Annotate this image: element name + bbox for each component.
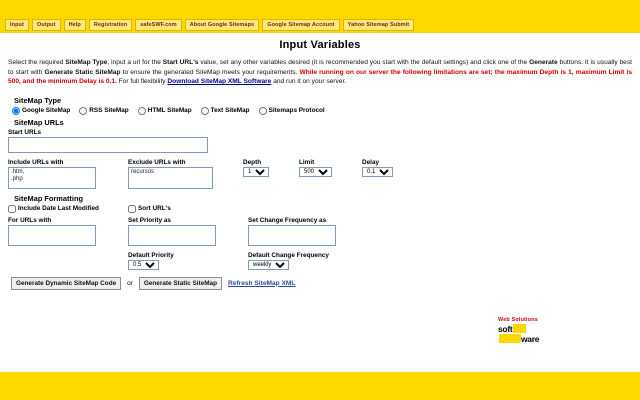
start-urls-label: Start URLs xyxy=(8,128,42,136)
intro-text-1: Select the required xyxy=(8,59,66,66)
intro-text-6: For full flexibility xyxy=(116,78,168,86)
limit-field xyxy=(299,159,332,177)
nav-item-registration[interactable]: Registration xyxy=(89,19,132,31)
checkbox-sort-urls-input[interactable] xyxy=(128,205,136,213)
intro-bold-start-urls: Start URL's xyxy=(162,59,199,66)
nav-item-safeswf[interactable]: safeSWF.com xyxy=(135,19,182,31)
logo-line-soft xyxy=(498,324,560,333)
exclude-urls-input[interactable] xyxy=(128,167,213,189)
intro-warning-text: While running on our server the following limitations are set; the maximum Depth is 1, maximum Limit is 500, and the minimum Delay is 0.1. xyxy=(8,68,633,86)
page-title: Input Variables xyxy=(279,39,361,51)
radio-text-sitemap[interactable] xyxy=(201,107,250,115)
radio-text-sitemap-label: Text SiteMap xyxy=(210,107,250,115)
radio-rss-sitemap-input[interactable] xyxy=(79,107,87,115)
generate-static-sitemap-button[interactable]: Generate Static SiteMap xyxy=(139,277,222,290)
radio-rss-sitemap-label: RSS SiteMap xyxy=(89,107,129,115)
main-content xyxy=(0,33,640,292)
set-priority-input[interactable] xyxy=(128,225,216,246)
limit-label: Limit xyxy=(299,158,315,166)
sitemap-urls-legend: SiteMap URLs xyxy=(14,117,64,127)
nav-item-input[interactable]: Input xyxy=(5,19,29,31)
radio-google-sitemap[interactable] xyxy=(12,107,70,115)
sitemap-urls-section xyxy=(8,118,632,191)
bottom-yellow-bar xyxy=(0,372,640,400)
logo-text-soft: soft xyxy=(498,323,513,334)
urls-filters-row xyxy=(8,159,632,191)
nav-item-output[interactable]: Output xyxy=(32,19,61,31)
or-separator: or xyxy=(127,279,133,287)
radio-html-sitemap-input[interactable] xyxy=(138,107,146,115)
nav-item-google-sitemap-account[interactable]: Google Sitemap Account xyxy=(262,19,339,31)
nav-item-yahoo-sitemap-submit[interactable]: Yahoo Sitemap Submit xyxy=(343,19,415,31)
intro-text-7: and run it on your server. xyxy=(271,78,347,86)
delay-label: Delay xyxy=(362,158,380,166)
top-navigation xyxy=(5,19,414,31)
for-urls-with-field xyxy=(8,217,128,248)
intro-bold-generate-static: Generate Static SiteMap xyxy=(44,68,121,76)
logo-yellow-block-1 xyxy=(513,324,526,333)
action-button-row xyxy=(11,277,632,290)
sitemap-type-legend: SiteMap Type xyxy=(14,95,62,105)
set-priority-label: Set Priority as xyxy=(128,216,171,224)
delay-select[interactable] xyxy=(362,167,393,177)
default-change-frequency-label: Default Change Frequency xyxy=(248,251,329,259)
delay-field xyxy=(362,159,393,177)
checkbox-include-date-label: Include Date Last Modified xyxy=(18,205,99,213)
web-solutions-software-logo xyxy=(498,318,560,343)
start-urls-input[interactable] xyxy=(8,137,208,153)
nav-item-about-google-sitemaps[interactable]: About Google Sitemaps xyxy=(185,19,259,31)
sitemap-type-section xyxy=(8,96,632,115)
include-urls-label: Include URLs with xyxy=(8,158,64,166)
formatting-checkbox-row xyxy=(8,205,632,213)
include-urls-input[interactable] xyxy=(8,167,96,189)
checkbox-include-date-input[interactable] xyxy=(8,205,16,213)
checkbox-sort-urls-label: Sort URL's xyxy=(138,205,171,213)
intro-text-2: , input a url for the xyxy=(107,59,163,66)
default-change-frequency-select[interactable] xyxy=(248,260,289,270)
intro-bold-generate: Generate xyxy=(529,59,558,66)
set-change-frequency-input[interactable] xyxy=(248,225,336,246)
refresh-sitemap-xml-link[interactable]: Refresh SiteMap XML xyxy=(228,279,296,287)
radio-html-sitemap-label: HTML SiteMap xyxy=(147,107,192,115)
exclude-urls-label: Exclude URLs with xyxy=(128,158,186,166)
depth-field xyxy=(243,159,269,177)
radio-text-sitemap-input[interactable] xyxy=(201,107,209,115)
intro-paragraph xyxy=(8,58,632,87)
radio-sitemaps-protocol-label: Sitemaps Protocol xyxy=(268,107,325,115)
radio-sitemaps-protocol[interactable] xyxy=(259,107,325,115)
intro-text-5: to ensure the generated SiteMap meets your requirements. xyxy=(120,68,300,76)
nav-item-help[interactable]: Help xyxy=(64,19,86,31)
limit-select[interactable] xyxy=(299,167,332,177)
intro-text-4: buttons. It is usually best to start with xyxy=(8,59,632,76)
intro-text-3: value, set any other variables desired (it is recommended you start with the default settings) and click one of the xyxy=(198,59,530,66)
checkbox-sort-urls[interactable] xyxy=(128,205,171,213)
logo-line-ware xyxy=(498,334,560,343)
logo-line-web-solutions: Web Solutions xyxy=(498,317,538,323)
set-change-frequency-label: Set Change Frequency as xyxy=(248,216,327,224)
default-priority-label: Default Priority xyxy=(128,251,174,259)
for-urls-with-input[interactable] xyxy=(8,225,96,246)
radio-google-sitemap-label: Google SiteMap xyxy=(22,107,71,115)
generate-dynamic-sitemap-code-button[interactable]: Generate Dynamic SiteMap Code xyxy=(11,277,121,290)
download-software-link[interactable]: Download SiteMap XML Software xyxy=(167,78,272,86)
sitemap-formatting-legend: SiteMap Formatting xyxy=(14,193,83,203)
set-priority-field xyxy=(128,217,248,270)
radio-google-sitemap-input[interactable] xyxy=(12,107,20,115)
depth-select[interactable] xyxy=(243,167,269,177)
formatting-fields-row xyxy=(8,217,632,270)
set-change-frequency-field xyxy=(248,217,336,270)
depth-label: Depth xyxy=(243,158,262,166)
for-urls-with-label: For URLs with xyxy=(8,216,52,224)
default-priority-select[interactable] xyxy=(128,260,159,270)
intro-bold-sitemap-type: SiteMap Type xyxy=(65,59,108,66)
radio-rss-sitemap[interactable] xyxy=(79,107,128,115)
start-urls-field xyxy=(8,129,632,155)
radio-html-sitemap[interactable] xyxy=(138,107,192,115)
checkbox-include-date-last-modified[interactable] xyxy=(8,205,128,213)
include-urls-field xyxy=(8,159,128,191)
radio-sitemaps-protocol-input[interactable] xyxy=(259,107,267,115)
sitemap-type-radio-group xyxy=(12,107,632,115)
exclude-urls-field xyxy=(128,159,243,191)
logo-text-ware: ware xyxy=(521,333,540,344)
sitemap-formatting-section xyxy=(8,194,632,290)
logo-yellow-block-2 xyxy=(499,334,521,343)
